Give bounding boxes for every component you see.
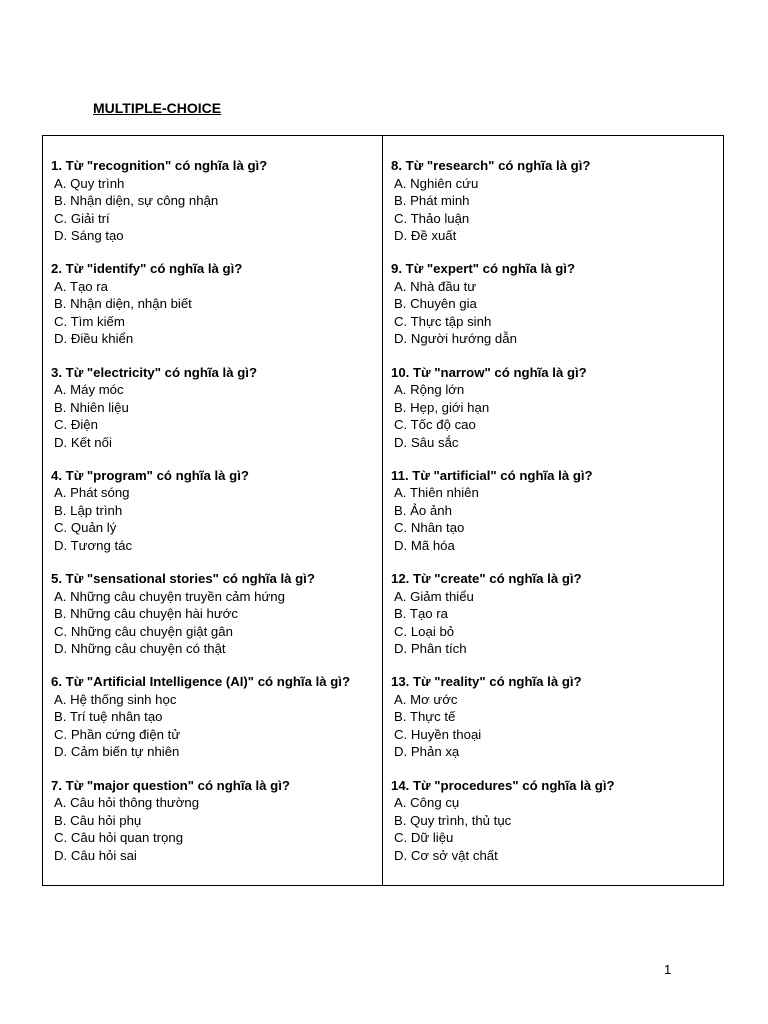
option-a: A. Những câu chuyện truyền cảm hứng — [54, 588, 285, 604]
option-a: A. Máy móc — [54, 382, 124, 398]
option-c: C. Quản lý — [54, 520, 117, 536]
document-title: MULTIPLE-CHOICE — [93, 100, 222, 116]
option-a: A. Phát sóng — [54, 485, 130, 501]
question-stem: 9. Từ "expert" có nghĩa là gì? — [391, 261, 576, 277]
option-a: A. Thiên nhiên — [394, 485, 479, 501]
option-b: B. Trí tuệ nhân tạo — [54, 709, 163, 725]
option-c: C. Dữ liệu — [394, 830, 454, 846]
option-a: A. Mơ ước — [394, 691, 458, 707]
option-d: D. Điều khiển — [54, 331, 134, 347]
option-b: B. Lập trình — [54, 502, 123, 518]
right-column — [383, 136, 723, 885]
option-c: C. Phần cứng điện tử — [54, 726, 181, 742]
option-a: A. Nghiên cứu — [394, 175, 479, 191]
option-d: D. Phản xạ — [394, 744, 460, 760]
question-stem: 11. Từ "artificial" có nghĩa là gì? — [391, 467, 593, 483]
option-c: C. Điện — [54, 417, 98, 433]
question-stem: 14. Từ "procedures" có nghĩa là gì? — [391, 777, 615, 793]
question-stem: 1. Từ "recognition" có nghĩa là gì? — [51, 158, 268, 173]
left-column — [43, 136, 383, 885]
option-b: B. Nhận diện, nhận biết — [54, 296, 192, 312]
question-stem: 8. Từ "research" có nghĩa là gì? — [391, 158, 591, 173]
option-c: C. Những câu chuyện giật gân — [54, 623, 233, 639]
option-d: D. Kết nối — [54, 434, 112, 450]
question-6 — [51, 673, 382, 776]
option-b: B. Phát minh — [394, 193, 470, 208]
option-c: C. Nhân tạo — [394, 520, 465, 536]
page-number: 1 — [664, 962, 672, 977]
option-a: A. Công cụ — [394, 795, 460, 811]
option-b: B. Tạo ra — [394, 606, 448, 622]
question-stem: 5. Từ "sensational stories" có nghĩa là gì? — [51, 571, 315, 587]
question-12 — [391, 570, 723, 673]
option-d: D. Sáng tạo — [54, 228, 124, 243]
option-c: C. Giải trí — [54, 210, 110, 226]
question-1 — [51, 157, 382, 260]
question-stem: 3. Từ "electricity" có nghĩa là gì? — [51, 364, 257, 380]
option-d: D. Cơ sở vật chất — [394, 847, 498, 863]
question-4 — [51, 467, 382, 570]
question-13 — [391, 673, 723, 776]
question-7 — [51, 777, 382, 880]
question-stem: 2. Từ "identify" có nghĩa là gì? — [51, 261, 243, 277]
option-c: C. Loại bỏ — [394, 623, 455, 639]
question-14 — [391, 777, 723, 880]
option-d: D. Cảm biến tự nhiên — [54, 744, 180, 760]
option-b: B. Nhiên liệu — [54, 399, 129, 415]
option-c: C. Thảo luận — [394, 210, 470, 226]
option-b: B. Chuyên gia — [394, 296, 477, 312]
option-b: B. Quy trình, thủ tục — [394, 812, 512, 828]
option-a: A. Quy trình — [54, 175, 125, 191]
question-table — [42, 135, 724, 885]
question-9 — [391, 260, 723, 363]
option-d: D. Đề xuất — [394, 228, 457, 243]
option-b: B. Hẹp, giới hạn — [394, 399, 490, 415]
option-c: C. Thực tập sinh — [394, 313, 492, 329]
question-stem: 6. Từ "Artificial Intelligence (AI)" có nghĩa là gì? — [51, 674, 351, 690]
option-b: B. Thực tế — [394, 709, 456, 725]
question-stem: 12. Từ "create" có nghĩa là gì? — [391, 571, 582, 587]
option-a: A. Nhà đầu tư — [394, 278, 477, 294]
question-8 — [391, 157, 723, 260]
question-stem: 7. Từ "major question" có nghĩa là gì? — [51, 777, 290, 793]
option-a: A. Hệ thống sinh học — [54, 691, 177, 707]
option-d: D. Mã hóa — [394, 537, 455, 553]
question-2 — [51, 260, 382, 363]
option-a: A. Rộng lớn — [394, 382, 465, 398]
option-a: A. Câu hỏi thông thường — [54, 795, 200, 811]
option-b: B. Những câu chuyện hài hước — [54, 606, 238, 622]
question-10 — [391, 364, 723, 467]
option-d: D. Sâu sắc — [394, 434, 459, 450]
option-b: B. Ảo ảnh — [394, 502, 452, 518]
option-d: D. Tương tác — [54, 537, 133, 553]
option-c: C. Câu hỏi quan trọng — [54, 830, 184, 846]
option-d: D. Phân tích — [394, 641, 467, 657]
option-c: C. Tìm kiếm — [54, 313, 125, 329]
option-d: D. Câu hỏi sai — [54, 847, 137, 863]
option-d: D. Những câu chuyện có thật — [54, 641, 226, 657]
question-3 — [51, 364, 382, 467]
option-c: C. Tốc độ cao — [394, 417, 476, 433]
question-11 — [391, 467, 723, 570]
option-a: A. Tạo ra — [54, 278, 108, 294]
option-b: B. Nhận diện, sự công nhận — [54, 193, 219, 208]
option-c: C. Huyền thoại — [394, 726, 482, 742]
option-b: B. Câu hỏi phụ — [54, 812, 142, 828]
option-d: D. Người hướng dẫn — [394, 331, 517, 347]
question-stem: 10. Từ "narrow" có nghĩa là gì? — [391, 364, 587, 380]
question-5 — [51, 570, 382, 673]
question-stem: 4. Từ "program" có nghĩa là gì? — [51, 467, 249, 483]
option-a: A. Giảm thiểu — [394, 588, 474, 604]
question-stem: 13. Từ "reality" có nghĩa là gì? — [391, 674, 582, 690]
